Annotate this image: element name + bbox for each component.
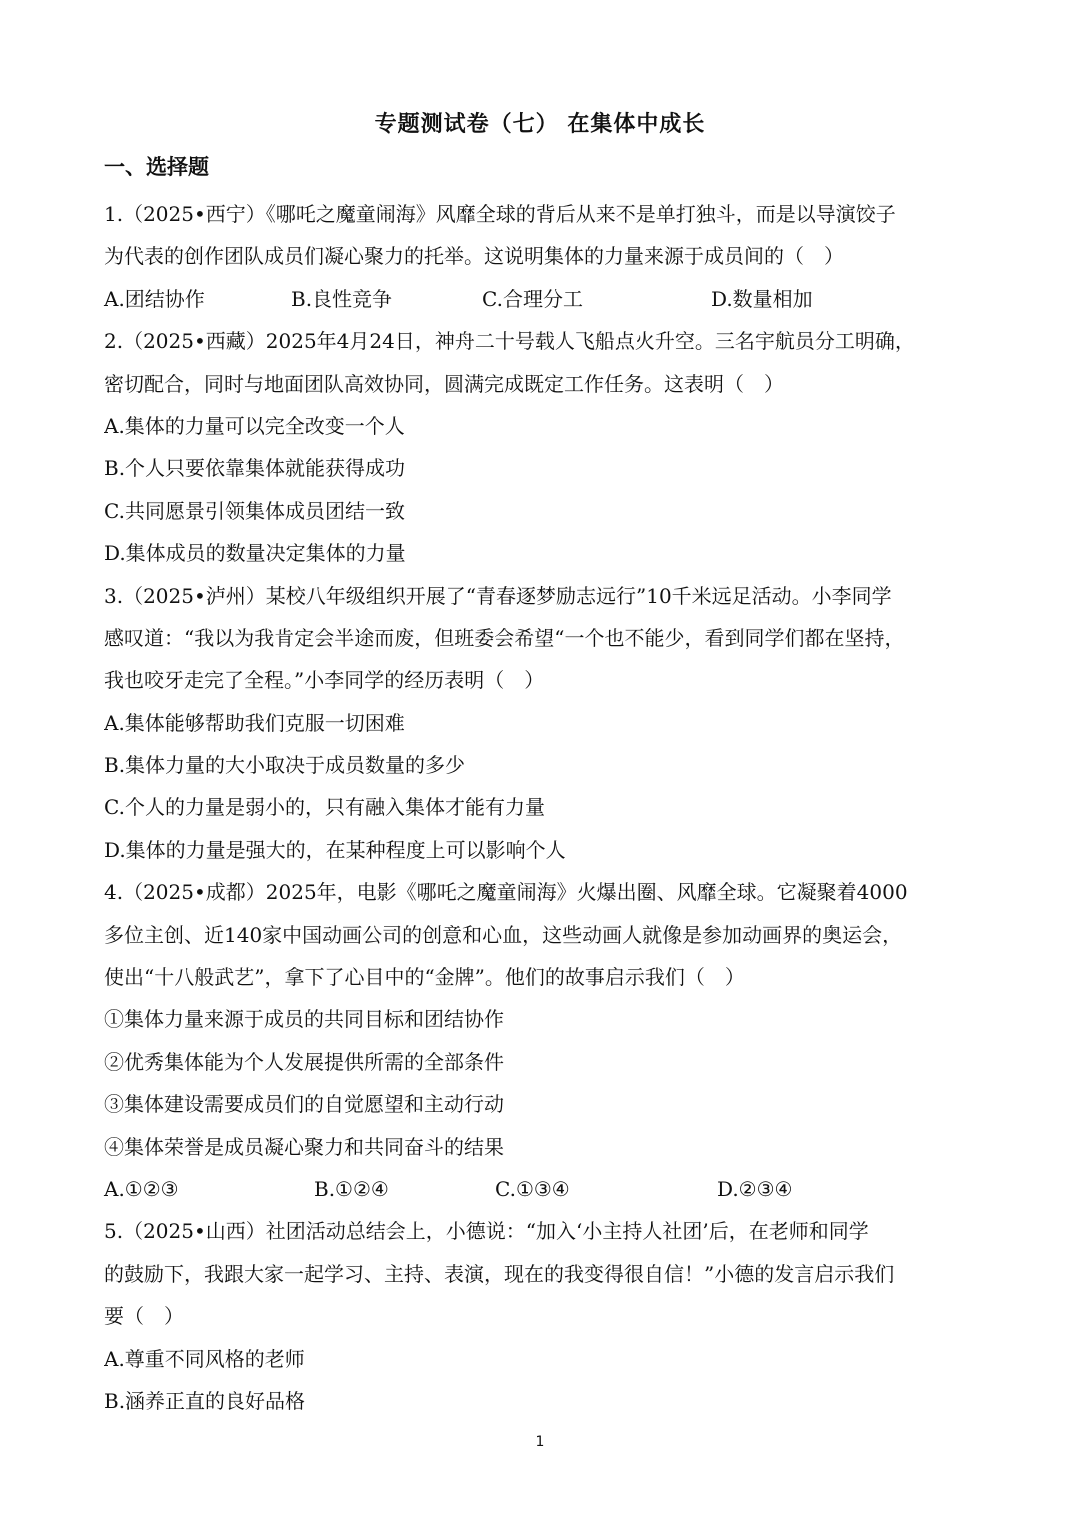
question-4-option-b: B.①②④ [314,1176,389,1201]
question-4-options [104,1168,984,1210]
question-5-option-a: A.尊重不同风格的老师 [104,1346,305,1371]
question-4-option-c: C.①③④ [495,1176,570,1201]
question-3-option-a: A.集体能够帮助我们克服一切困难 [104,710,405,735]
page-number: 1 [535,1434,545,1450]
question-4-option-d: D.②③④ [717,1176,793,1201]
question-1-options [104,278,984,320]
question-4-stem-line: 多位主创、近140家中国动画公司的创意和心血，这些动画人就像是参加动画界的奥运会， [104,922,903,947]
question-1-option-d: D.数量相加 [711,286,813,311]
question-4-statement-1: ①集体力量来源于成员的共同目标和团结协作 [104,1007,504,1032]
question-5-option-b: B.涵养正直的良好品格 [104,1388,306,1413]
question-4-stem-line: 4.（2025•成都）2025年，电影《哪吒之魔童闹海》火爆出圈、风靡全球。它凝聚着4000 [104,880,908,905]
question-1 [104,193,984,320]
question-list [104,193,984,1422]
question-3-option-b: B.集体力量的大小取决于成员数量的多少 [104,753,466,778]
question-4-statement-4: ④集体荣誉是成员凝心聚力和共同奋斗的结果 [104,1134,504,1159]
question-5-stem-line: 要（ ） [104,1304,184,1329]
question-1-option-c: C.合理分工 [482,286,583,311]
question-4-option-a: A.①②③ [104,1176,179,1201]
question-2-stem-line: 2.（2025•西藏）2025年4月24日，神舟二十号载人飞船点火升空。三名宇航员分工明确， [104,329,915,354]
question-3-stem-line: 我也咬牙走完了全程。”小李同学的经历表明（ ） [104,668,545,693]
question-4-statement-2: ②优秀集体能为个人发展提供所需的全部条件 [104,1049,504,1074]
question-2-option-a: A.集体的力量可以完全改变一个人 [104,413,405,438]
page-title: 专题测试卷（七） 在集体中成长 [374,112,706,137]
question-3-option-d: D.集体的力量是强大的，在某种程度上可以影响个人 [104,837,566,862]
question-2 [104,320,984,574]
question-1-stem-line: 1.（2025•西宁）《哪吒之魔童闹海》风靡全球的背后从来不是单打独斗，而是以导演饺子 [104,202,896,226]
question-4-statement-3: ③集体建设需要成员们的自觉愿望和主动行动 [104,1092,504,1117]
question-2-option-c: C.共同愿景引领集体成员团结一致 [104,498,405,523]
question-5-stem-line: 的鼓励下，我跟大家一起学习、主持、表演，现在的我变得很自信！”小德的发言启示我们 [104,1261,895,1286]
question-1-stem-line: 为代表的创作团队成员们凝心聚力的托举。这说明集体的力量来源于成员间的（ ） [104,244,844,269]
question-4-stem-line: 使出“十八般武艺”，拿下了心目中的“金牌”。他们的故事启示我们（ ） [104,965,745,990]
question-3-stem-line: 3.（2025•泸州）某校八年级组织开展了“青春逐梦励志远行”10千米远足活动。小李同学 [104,583,892,608]
question-5-stem-line: 5.（2025•山西）社团活动总结会上，小德说：“加入‘小主持人社团’后，在老师和同学 [104,1219,869,1244]
question-5 [104,1210,984,1422]
section-heading: 一、选择题 [104,155,209,179]
question-2-stem-line: 密切配合，同时与地面团队高效协同，圆满完成既定工作任务。这表明（ ） [104,371,784,396]
question-4 [104,871,984,1210]
question-3 [104,575,984,872]
question-2-option-d: D.集体成员的数量决定集体的力量 [104,541,406,566]
question-1-option-b: B.良性竞争 [291,286,393,311]
question-1-option-a: A.团结协作 [104,286,205,311]
question-3-stem-line: 感叹道：“我以为我肯定会半途而废，但班委会希望“一个也不能少，看到同学们都在坚持， [104,625,905,650]
question-3-option-c: C.个人的力量是弱小的，只有融入集体才能有力量 [104,795,545,820]
question-2-option-b: B.个人只要依靠集体就能获得成功 [104,456,406,481]
